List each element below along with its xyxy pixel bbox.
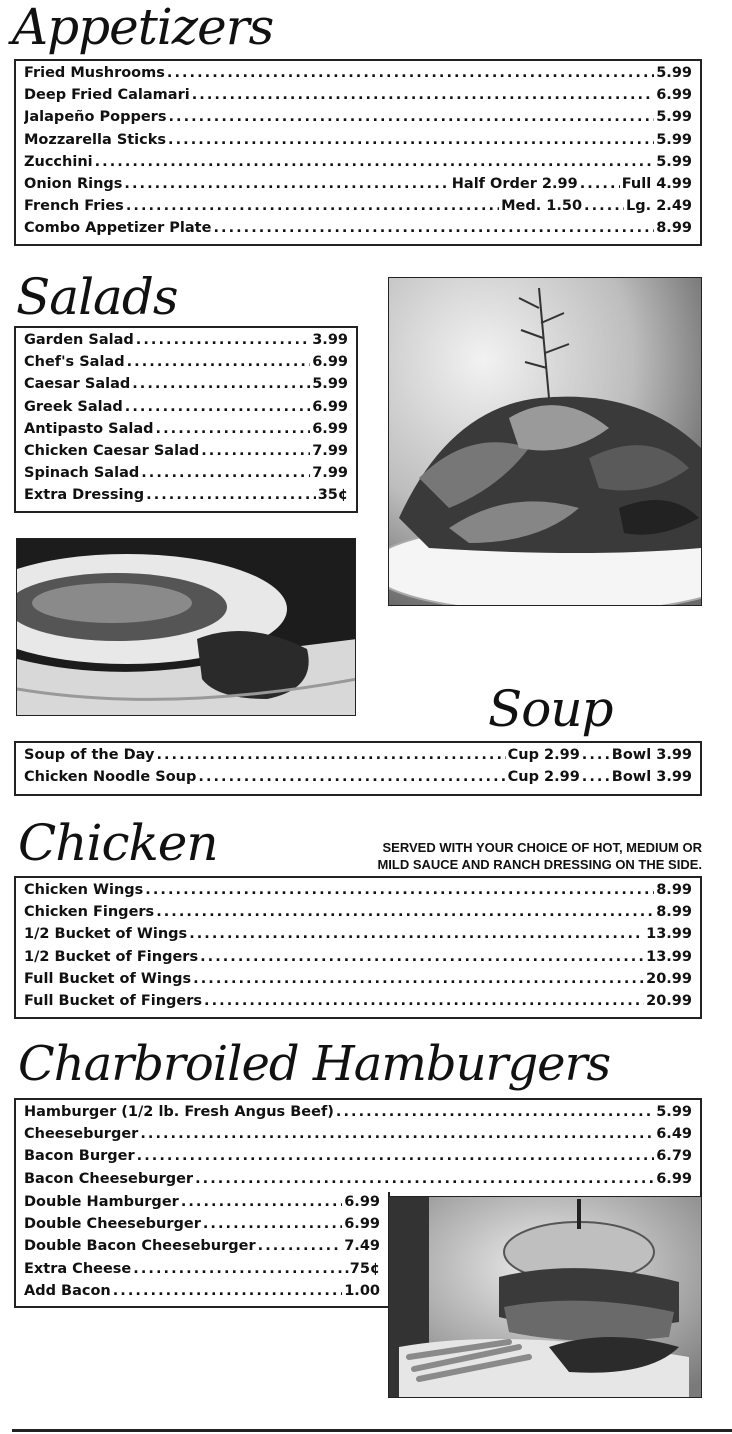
item-price: 7.49 [344, 1238, 380, 1255]
soup-menu-box [14, 741, 702, 796]
leader-dots [204, 993, 644, 1009]
leader-dots [113, 1283, 342, 1299]
item-name: Double Bacon Cheeseburger [24, 1238, 256, 1255]
item-name: Jalapeño Poppers [24, 109, 167, 126]
item-price: 5.99 [656, 153, 692, 170]
leader-dots [580, 176, 620, 192]
menu-item [24, 1283, 380, 1305]
item-price: 7.99 [312, 442, 348, 459]
leader-dots [126, 198, 499, 214]
item-name: Mozzarella Sticks [24, 131, 167, 148]
menu-item [24, 1148, 692, 1170]
burgers-heading: Charbroiled Hamburgers [18, 1036, 611, 1092]
menu-item [24, 443, 348, 465]
menu-item [24, 926, 692, 948]
leader-dots [125, 399, 310, 415]
item-price-alt: Bowl 3.99 [611, 769, 692, 786]
leader-dots [192, 87, 655, 103]
item-name: 1/2 Bucket of Fingers [24, 948, 199, 965]
item-price: Half Order 2.99 [451, 175, 578, 192]
menu-item [24, 399, 348, 421]
menu-item [24, 220, 692, 242]
item-name: Antipasto Salad [24, 420, 154, 437]
chicken-menu-box [14, 876, 702, 1019]
leader-dots [193, 971, 644, 987]
menu-item [24, 1238, 380, 1260]
item-price: 6.99 [656, 1170, 692, 1187]
leader-dots [95, 154, 655, 170]
item-name: Deep Fried Calamari [24, 87, 190, 104]
menu-item [24, 1126, 692, 1148]
item-price: 6.99 [312, 354, 348, 371]
item-price: 6.99 [312, 398, 348, 415]
menu-item [24, 65, 692, 87]
item-name: Chef's Salad [24, 354, 125, 371]
menu-item [24, 882, 692, 904]
leader-dots [140, 1126, 654, 1142]
item-price: 8.99 [656, 882, 692, 898]
item-price: 6.99 [312, 420, 348, 437]
menu-item [24, 971, 692, 993]
item-price: 5.99 [656, 131, 692, 148]
item-price: 3.99 [312, 332, 348, 348]
item-name: Onion Rings [24, 175, 123, 192]
item-price: .75¢ [344, 1260, 380, 1277]
menu-item [24, 1194, 380, 1216]
menu-item [24, 132, 692, 154]
leader-dots [189, 926, 644, 942]
item-price: 13.99 [646, 948, 692, 965]
menu-item [24, 993, 692, 1015]
item-price: Med. 1.50 [501, 198, 583, 215]
soup-photo [16, 538, 356, 716]
leader-dots [146, 487, 316, 503]
item-price: 5.99 [656, 109, 692, 126]
menu-item [24, 465, 348, 487]
menu-item [24, 109, 692, 131]
item-price: 6.99 [344, 1194, 380, 1210]
menu-item [24, 332, 348, 354]
salads-menu-box [14, 326, 358, 513]
bottom-divider [12, 1429, 732, 1432]
leader-dots [168, 109, 654, 125]
item-price-alt: Full 4.99 [621, 175, 692, 192]
menu-item [24, 747, 692, 769]
item-name: Greek Salad [24, 398, 123, 415]
item-price: 6.99 [344, 1216, 380, 1233]
leader-dots [213, 220, 654, 236]
leader-dots [156, 904, 654, 920]
menu-item [24, 769, 692, 791]
item-name: Full Bucket of Fingers [24, 992, 203, 1009]
leader-dots [198, 769, 505, 785]
item-name: Chicken Wings [24, 882, 144, 898]
item-name: Zucchini [24, 153, 93, 170]
menu-item [24, 949, 692, 971]
item-price: 6.49 [656, 1126, 692, 1143]
item-name: Garden Salad [24, 332, 134, 348]
leader-dots [195, 1171, 654, 1187]
item-name: Fried Mushrooms [24, 65, 165, 81]
leader-dots [584, 198, 624, 214]
chicken-heading: Chicken [18, 814, 218, 872]
item-price: 5.99 [656, 65, 692, 81]
item-name: Hamburger (1/2 lb. Fresh Angus Beef) [24, 1104, 334, 1120]
item-price: 7.99 [312, 465, 348, 482]
item-price-alt: Bowl 3.99 [611, 747, 692, 763]
item-name: Extra Dressing [24, 487, 145, 504]
leader-dots [145, 882, 654, 898]
item-price-alt: Lg. 2.49 [626, 198, 692, 215]
menu-item [24, 198, 692, 220]
soup-heading: Soup [488, 680, 613, 738]
leader-dots [200, 949, 644, 965]
menu-item [24, 1104, 692, 1126]
item-name: Cheeseburger [24, 1126, 139, 1143]
item-name: Bacon Cheeseburger [24, 1170, 194, 1187]
menu-item [24, 176, 692, 198]
leader-dots [336, 1104, 654, 1120]
item-price: 5.99 [656, 1104, 692, 1120]
menu-item [24, 154, 692, 176]
item-name: Double Cheeseburger [24, 1216, 201, 1233]
item-name: Chicken Fingers [24, 904, 155, 921]
leader-dots [168, 132, 654, 148]
item-name: French Fries [24, 198, 124, 215]
menu-item [24, 87, 692, 109]
menu-item [24, 376, 348, 398]
item-price: 20.99 [646, 970, 692, 987]
item-name: Spinach Salad [24, 465, 140, 482]
menu-item [24, 1261, 380, 1283]
leader-dots [141, 465, 310, 481]
item-price: 1.00 [344, 1282, 380, 1299]
leader-dots [124, 176, 449, 192]
leader-dots [258, 1238, 343, 1254]
leader-dots [181, 1194, 342, 1210]
menu-item [24, 1216, 380, 1238]
item-name: Soup of the Day [24, 747, 155, 763]
appetizers-menu-box [14, 59, 702, 246]
item-name: Extra Cheese [24, 1260, 132, 1277]
item-price: 5.99 [312, 376, 348, 393]
salad-photo [388, 277, 702, 606]
chicken-sauce-note [377, 839, 702, 873]
item-price: 6.99 [656, 87, 692, 104]
item-price: 35¢ [317, 487, 348, 504]
item-price: 20.99 [646, 992, 692, 1009]
leader-dots [136, 332, 310, 348]
item-price: 6.79 [656, 1148, 692, 1165]
leader-dots [137, 1148, 655, 1164]
leader-dots [156, 421, 311, 437]
note-line: MILD SAUCE AND RANCH DRESSING ON THE SIDE. [377, 857, 702, 872]
leader-dots [582, 769, 610, 785]
leader-dots [203, 1216, 342, 1232]
item-price: Cup 2.99 [507, 747, 580, 763]
item-name: 1/2 Bucket of Wings [24, 926, 188, 943]
item-name: Caesar Salad [24, 376, 131, 393]
item-price: Cup 2.99 [507, 769, 580, 786]
burger-photo [388, 1196, 702, 1398]
menu-item [24, 904, 692, 926]
menu-item [24, 421, 348, 443]
salads-heading: Salads [16, 268, 178, 326]
item-price: 8.99 [656, 904, 692, 921]
item-name: Chicken Noodle Soup [24, 769, 197, 786]
menu-item [24, 487, 348, 509]
burgers-menu-box [14, 1098, 702, 1196]
item-name: Double Hamburger [24, 1194, 179, 1210]
leader-dots [156, 747, 505, 763]
leader-dots [132, 376, 310, 392]
menu-item [24, 354, 348, 376]
burgers-extras-box [14, 1192, 390, 1308]
item-name: Chicken Caesar Salad [24, 442, 200, 459]
leader-dots [201, 443, 310, 459]
item-name: Combo Appetizer Plate [24, 220, 212, 237]
item-name: Full Bucket of Wings [24, 970, 192, 987]
item-price: 8.99 [656, 220, 692, 237]
item-name: Add Bacon [24, 1282, 111, 1299]
item-name: Bacon Burger [24, 1148, 135, 1165]
leader-dots [133, 1261, 342, 1277]
leader-dots [167, 65, 654, 81]
item-price: 13.99 [646, 926, 692, 943]
appetizers-heading: Appetizers [12, 0, 274, 56]
menu-item [24, 1171, 692, 1193]
leader-dots [127, 354, 311, 370]
leader-dots [582, 747, 610, 763]
note-line: SERVED WITH YOUR CHOICE OF HOT, MEDIUM OR [382, 840, 702, 855]
